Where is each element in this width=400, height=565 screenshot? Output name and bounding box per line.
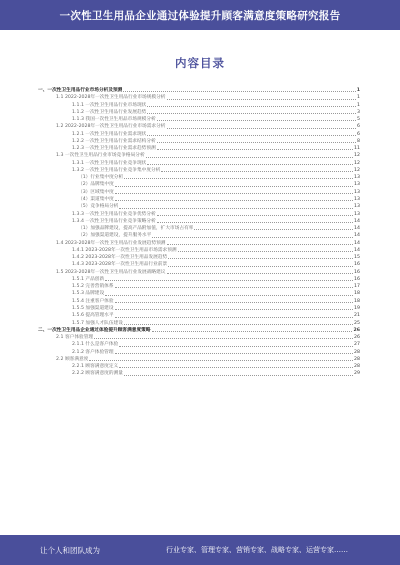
toc-entry-text: 1.2.3 一次性卫生用品行业需求趋势预测: [72, 146, 156, 152]
toc-leader-dots: [123, 91, 355, 92]
toc-leader-dots: [168, 266, 353, 267]
toc-entry[interactable]: [38, 174, 360, 181]
toc-leader-dots: [147, 113, 356, 114]
toc-page-number: 3: [357, 109, 360, 115]
toc-entry-text: 1.5.4 注重客户体验: [72, 298, 114, 304]
toc-entry[interactable]: [38, 305, 360, 312]
toc-leader-dots: [157, 142, 356, 143]
toc-leader-dots: [119, 346, 353, 347]
toc-leader-dots: [115, 193, 353, 194]
toc-leader-dots: [147, 164, 353, 165]
toc-entry[interactable]: [38, 312, 360, 319]
toc-page-number: 16: [354, 269, 360, 275]
toc-entry-text: 1.3 一次性卫生用品行业市场竞争格局分析: [56, 153, 145, 159]
toc-entry[interactable]: [38, 290, 360, 297]
toc-leader-dots: [94, 338, 353, 339]
toc-entry[interactable]: [38, 181, 360, 188]
toc-entry-text: 1.1.2 一次性卫生用品行业发展趋势: [72, 109, 147, 115]
toc-page-number: 13: [354, 175, 360, 181]
toc-entry-text: 一、一次性卫生用品行业市场分析及预测: [38, 88, 123, 93]
toc-page-number: 14: [354, 240, 360, 246]
toc-page-number: 8: [357, 138, 360, 144]
toc-page-number: 13: [354, 196, 360, 202]
toc-entry-text: 1.2 2022-2028年一次性卫生用品行业市场需求分析: [56, 124, 166, 130]
toc-entry[interactable]: [38, 109, 360, 116]
report-footer-bar: [0, 535, 400, 565]
toc-leader-dots: [167, 273, 354, 274]
toc-page-number: 12: [354, 167, 360, 173]
toc-entry-text: 1.4 2023-2028年一次性卫生用品行业发展趋势预测: [56, 240, 166, 246]
toc-entry-text: 1.3.1 一次性卫生用品行业竞争现状: [72, 160, 147, 166]
toc-page-number: 14: [354, 226, 360, 232]
toc-entry[interactable]: [38, 254, 360, 261]
toc-entry-text: 1.4.3 2023-2028年一次性卫生用品行业前景: [72, 262, 168, 268]
toc-entry-text: 1.1.3 我国一次性卫生用品市场规模分析: [72, 117, 156, 123]
toc-leader-dots: [115, 186, 353, 187]
toc-leader-dots: [157, 120, 356, 121]
toc-page-number: 16: [354, 276, 360, 282]
toc-leader-dots: [167, 99, 357, 100]
toc-page-number: 19: [354, 305, 360, 311]
toc-entry-text: 1.4.1 2023-2028年一次性卫生用品市场需求预测: [72, 247, 177, 253]
toc-entry-text: （5）竞争格局分析: [78, 204, 119, 210]
toc-entry-text: 2.2 顾客满意度: [56, 356, 89, 362]
toc-entry-text: 1.1.1 一次性卫生用品行业市场现状: [72, 102, 147, 108]
toc-entry-text: 1.1 2022-2028年一次性卫生用品行业市场规模分析: [56, 95, 166, 101]
toc-leader-dots: [124, 375, 353, 376]
toc-page-number: 14: [354, 233, 360, 239]
toc-entry[interactable]: [38, 334, 360, 341]
toc-page-number: 13: [354, 204, 360, 210]
toc-page-number: 18: [354, 291, 360, 297]
toc-entry[interactable]: [38, 138, 360, 145]
toc-page-number: 21: [354, 313, 360, 319]
toc-entry[interactable]: [38, 218, 360, 225]
toc-entry[interactable]: [38, 283, 360, 290]
toc-entry-text: （3）区域集中度: [78, 189, 114, 195]
toc-entry-text: 1.5.1 产品创新: [72, 276, 105, 282]
toc-entry[interactable]: [38, 167, 360, 174]
toc-entry[interactable]: [38, 196, 360, 203]
toc-entry[interactable]: [38, 327, 360, 334]
toc-page-number: 1: [356, 88, 360, 93]
toc-page-number: 29: [354, 371, 360, 377]
toc-entry-text: （4）渠道集中度: [78, 196, 114, 202]
toc-entry-text: （2）加强渠道建设，提升服务水平: [78, 233, 152, 239]
toc-page-number: 14: [354, 247, 360, 253]
toc-leader-dots: [105, 280, 353, 281]
toc-leader-dots: [157, 222, 353, 223]
toc-leader-dots: [119, 367, 353, 368]
toc-entry-text: 2.1.2 客户体验管理: [72, 349, 114, 355]
toc-entry-text: 二、一次性卫生用品企业通过体验提升顾客满意度策略: [38, 327, 151, 333]
toc-leader-dots: [146, 157, 353, 158]
toc-entry[interactable]: [38, 160, 360, 167]
toc-leader-dots: [194, 229, 353, 230]
toc-page-number: 15: [354, 255, 360, 261]
toc-entry-text: 2.1.1 什么是客户体验: [72, 342, 119, 348]
table-of-contents: [38, 87, 360, 378]
toc-entry[interactable]: [38, 131, 360, 138]
toc-entry[interactable]: [38, 123, 360, 130]
toc-entry[interactable]: [38, 349, 360, 356]
toc-leader-dots: [115, 353, 353, 354]
toc-leader-dots: [152, 331, 353, 332]
toc-entry-text: 2.2.1 顾客满意度定义: [72, 364, 119, 370]
toc-page-number: 25: [354, 320, 360, 326]
toc-page-number: 28: [354, 364, 360, 370]
toc-page-number: 1: [357, 95, 360, 101]
toc-entry[interactable]: [38, 189, 360, 196]
toc-page-number: 1: [357, 102, 360, 108]
toc-entry[interactable]: [38, 145, 360, 152]
toc-leader-dots: [89, 360, 353, 361]
toc-entry[interactable]: [38, 211, 360, 218]
toc-page-number: 26: [353, 327, 360, 333]
toc-entry-text: 1.3.4 一次性卫生用品行业竞争策略分析: [72, 218, 156, 224]
toc-entry-text: 2.2.2 顾客满意度的测量: [72, 371, 123, 377]
toc-entry[interactable]: [38, 269, 360, 276]
toc-leader-dots: [157, 149, 353, 150]
toc-leader-dots: [119, 208, 353, 209]
toc-entry[interactable]: [38, 247, 360, 254]
toc-entry[interactable]: [38, 276, 360, 283]
toc-page-number: 12: [354, 160, 360, 166]
toc-entry-text: 1.5.2 完善营销体系: [72, 284, 114, 290]
toc-entry-text: 1.4.2 2023-2028年一次性卫生用品发展趋势: [72, 255, 168, 261]
footer-slogan: 让个人和团队成为: [40, 545, 100, 555]
toc-entry[interactable]: [38, 94, 360, 101]
toc-page-number: 28: [354, 356, 360, 362]
toc-page-number: 13: [354, 189, 360, 195]
toc-entry[interactable]: [38, 152, 360, 159]
toc-leader-dots: [124, 324, 353, 325]
report-header-bar: [0, 0, 400, 30]
toc-entry[interactable]: [38, 341, 360, 348]
toc-entry-text: 2.1 客户体验管理: [56, 335, 94, 341]
toc-leader-dots: [161, 171, 353, 172]
toc-entry[interactable]: [38, 261, 360, 268]
toc-page-number: 5: [357, 117, 360, 123]
toc-entry[interactable]: [38, 87, 360, 94]
toc-page-number: 28: [354, 349, 360, 355]
toc-entry[interactable]: [38, 203, 360, 210]
toc-page-number: 6: [357, 131, 360, 137]
toc-entry[interactable]: [38, 298, 360, 305]
toc-entry[interactable]: [38, 240, 360, 247]
toc-leader-dots: [124, 178, 353, 179]
toc-leader-dots: [115, 287, 353, 288]
toc-leader-dots: [115, 309, 353, 310]
toc-entry-text: 1.5.3 品牌建设: [72, 291, 105, 297]
toc-entry-text: 1.3.3 一次性卫生用品行业竞争优势分析: [72, 211, 156, 217]
toc-leader-dots: [115, 317, 353, 318]
toc-entry-text: 1.3.2 一次性卫生用品行业竞争集中度分析: [72, 167, 161, 173]
toc-heading: 内容目录: [175, 56, 225, 70]
toc-entry[interactable]: [38, 225, 360, 232]
footer-roles: 行业专家、管理专家、营销专家、战略专家、运营专家……: [166, 546, 348, 554]
toc-entry-text: 1.5 2023-2028年一次性卫生用品行业发展战略建议: [56, 269, 166, 275]
toc-entry[interactable]: [38, 116, 360, 123]
toc-entry[interactable]: [38, 370, 360, 377]
toc-leader-dots: [115, 200, 353, 201]
toc-page-number: 26: [354, 335, 360, 341]
toc-page-number: 12: [354, 153, 360, 159]
toc-entry[interactable]: [38, 320, 360, 327]
toc-leader-dots: [115, 302, 353, 303]
toc-leader-dots: [152, 237, 353, 238]
toc-page-number: 17: [354, 284, 360, 290]
toc-entry[interactable]: [38, 232, 360, 239]
toc-entry-text: （2）品牌集中度: [78, 182, 114, 188]
toc-page-number: 13: [354, 182, 360, 188]
toc-leader-dots: [167, 244, 354, 245]
toc-page-number: 16: [354, 262, 360, 268]
report-title: 一次性卫生用品企业通过体验提升顾客满意度策略研究报告: [59, 9, 341, 22]
toc-entry-text: （1）加强品牌建设，提高产品附加值，扩大市场占有率: [78, 226, 194, 232]
toc-leader-dots: [147, 135, 356, 136]
toc-page-number: 11: [354, 146, 360, 152]
toc-leader-dots: [168, 258, 353, 259]
toc-entry-text: 1.5.7 加强人才队伍建设: [72, 320, 123, 326]
toc-leader-dots: [105, 295, 353, 296]
toc-entry-text: 1.2.1 一次性卫生用品行业需求现状: [72, 131, 147, 137]
toc-leader-dots: [167, 128, 357, 129]
toc-entry[interactable]: [38, 356, 360, 363]
toc-leader-dots: [147, 106, 356, 107]
toc-page-number: 14: [354, 218, 360, 224]
toc-entry[interactable]: [38, 363, 360, 370]
toc-leader-dots: [157, 215, 353, 216]
toc-entry-text: 1.5.5 加强渠道建设: [72, 305, 114, 311]
toc-leader-dots: [178, 251, 353, 252]
toc-page-number: 13: [354, 211, 360, 217]
toc-entry-text: 1.5.6 提高管理水平: [72, 313, 114, 319]
toc-entry-text: （1）行业集中度分析: [78, 175, 124, 181]
toc-page-number: 6: [357, 124, 360, 130]
toc-page-number: 18: [354, 298, 360, 304]
toc-entry[interactable]: [38, 102, 360, 109]
toc-entry-text: 1.2.2 一次性卫生用品行业需求结构分析: [72, 138, 156, 144]
toc-page-number: 27: [354, 342, 360, 348]
